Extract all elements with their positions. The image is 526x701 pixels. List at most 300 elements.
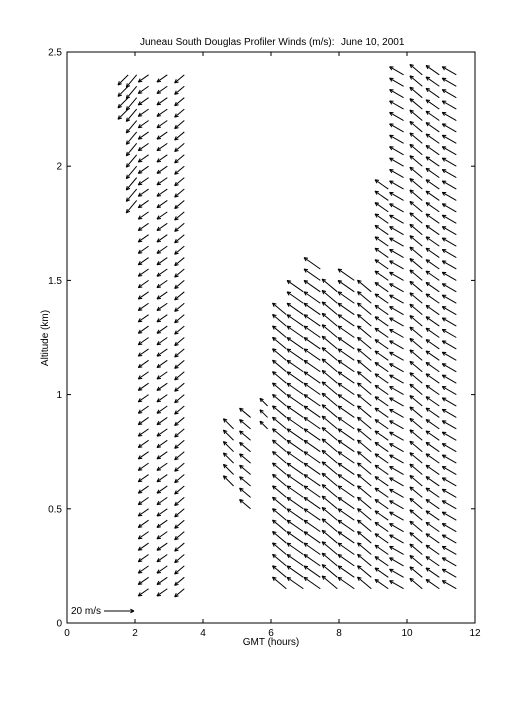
wind-vector [287,383,303,394]
wind-vector [390,181,404,189]
wind-vector [410,99,422,109]
x-tick-label: 0 [64,628,70,639]
x-tick-label: 10 [401,628,413,639]
wind-vector [240,477,251,486]
wind-vector [358,566,372,578]
wind-vector [426,260,439,269]
wind-vector [287,543,303,554]
wind-vector [175,280,185,288]
wind-vector [273,326,287,338]
wind-vector [175,143,185,151]
wind-vector [442,489,456,497]
wind-vector [157,463,167,470]
wind-vector [126,178,136,190]
wind-vector [223,453,233,463]
wind-vector [426,77,439,86]
wind-vector [390,535,404,543]
wind-vector [426,408,439,417]
wind-vector [273,372,287,384]
wind-vector [375,454,388,463]
wind-vector [175,303,185,311]
wind-vector [260,398,268,406]
wind-vector [240,500,251,509]
wind-vector [322,313,337,326]
wind-vector [426,374,439,383]
wind-vector [322,450,337,463]
wind-vector [358,394,372,406]
wind-vector [338,520,354,531]
wind-vector [338,383,354,394]
wind-vector [304,577,320,588]
wind-vector [442,158,456,166]
wind-vector [273,440,287,452]
wind-vector [157,554,167,561]
wind-vector [426,203,439,212]
wind-vector [410,453,422,463]
wind-vector [138,75,148,82]
wind-vector [426,237,439,246]
wind-vector [390,546,404,554]
wind-vector [442,124,456,132]
wind-vector [138,223,148,230]
wind-vector [426,180,439,189]
wind-vector [157,200,167,207]
wind-vector [358,417,372,429]
wind-vector [273,349,287,361]
wind-vector [390,364,404,372]
wind-vector [157,143,167,150]
wind-vector [390,67,404,75]
y-tick-label: 2 [56,161,62,173]
wind-vector [375,385,388,394]
wind-vector [157,349,167,356]
wind-vector [175,235,185,243]
wind-vector [410,498,422,508]
wind-vector [287,497,303,508]
wind-vector [410,384,422,394]
wind-vector [390,238,404,246]
wind-vector [273,383,287,395]
wind-vector [338,509,354,520]
wind-vector [175,155,185,163]
wind-vector [126,86,136,98]
wind-vector [390,341,404,349]
wind-vector [390,478,404,486]
wind-vector [138,417,148,424]
wind-vector [426,191,439,200]
wind-vector [410,133,422,143]
wind-vector [157,486,167,493]
wind-vector [260,410,268,418]
wind-vector [322,279,337,292]
plot-frame [67,52,475,623]
wind-vector [442,261,456,269]
wind-vector [175,166,185,174]
wind-vector [175,486,185,494]
wind-vector [175,463,185,471]
wind-vector [338,566,354,577]
wind-vector [390,261,404,269]
wind-vector [304,315,320,326]
wind-vector [138,303,148,310]
wind-vector [338,463,354,474]
wind-vector [157,509,167,516]
wind-vector [287,303,303,314]
wind-vector [358,303,372,315]
wind-vector [410,476,422,486]
wind-vector [138,429,148,436]
wind-vector [304,429,320,440]
wind-vector [442,558,456,566]
wind-vector [175,589,185,597]
wind-vector [273,497,287,509]
wind-vector [426,134,439,143]
wind-vector [410,64,422,74]
wind-vector [442,535,456,543]
wind-vector [138,589,148,596]
wind-vector [338,280,354,291]
wind-vector [138,554,148,561]
wind-vector [138,372,148,379]
wind-vector [358,520,372,532]
wind-vector [157,395,167,402]
wind-vector [338,429,354,440]
wind-vector [273,520,287,532]
wind-vector [410,396,422,406]
wind-vector [304,280,320,291]
wind-vector [304,292,320,303]
wind-vector [322,359,337,372]
wind-vector [426,123,439,132]
wind-vector [375,305,388,314]
wind-vector [390,581,404,589]
wind-vector [138,258,148,265]
y-tick-label: 1.5 [48,275,62,287]
wind-vector [157,429,167,436]
wind-vector [442,238,456,246]
wind-vector [273,486,287,498]
wind-vector [442,249,456,257]
wind-vector [157,269,167,276]
x-tick-label: 12 [469,628,481,639]
wind-vector [338,326,354,337]
wind-vector [426,66,439,75]
wind-vector [304,520,320,531]
wind-vector [410,361,422,371]
wind-vector [442,455,456,463]
wind-vector [390,307,404,315]
wind-vector [390,204,404,212]
wind-vector [410,578,422,588]
wind-vector [157,338,167,345]
wind-vector [410,122,422,132]
wind-vector [304,475,320,486]
wind-vector [175,212,185,220]
wind-vector [358,554,372,566]
wind-vector [375,557,388,566]
wind-vector [390,501,404,509]
wind-vector [375,283,388,292]
wind-vector [138,566,148,573]
wind-vector [287,326,303,337]
wind-vector [322,382,337,395]
wind-vector [358,406,372,418]
y-tick-label: 2.5 [48,47,62,59]
wind-vector [442,215,456,223]
wind-vector [426,431,439,440]
wind-vector [157,497,167,504]
wind-vector [157,166,167,173]
wind-vector [322,507,337,520]
wind-vector [157,589,167,596]
wind-vector [175,543,185,551]
wind-vector [175,429,185,437]
wind-vector [410,270,422,280]
wind-vector [157,292,167,299]
wind-vector [157,98,167,105]
wind-vector [304,497,320,508]
wind-vector [338,338,354,349]
wind-vector [375,488,388,497]
wind-vector [375,477,388,486]
x-tick-label: 2 [132,628,138,639]
wind-vector [138,475,148,482]
wind-vector [338,440,354,451]
wind-vector [410,555,422,565]
wind-vector [358,383,372,395]
wind-vector [157,406,167,413]
wind-vector [442,318,456,326]
wind-vector [157,75,167,82]
wind-vector [322,485,337,498]
wind-vector [287,532,303,543]
wind-vector [138,463,148,470]
y-tick-label: 0 [56,618,62,630]
wind-vector [442,192,456,200]
wind-vector [287,372,303,383]
wind-vector [175,349,185,357]
wind-vector [358,315,372,327]
wind-vector [375,568,388,577]
scale-arrow [104,609,134,612]
wind-vector [375,237,388,246]
wind-vector [442,364,456,372]
wind-vector [426,283,439,292]
wind-vector [390,329,404,337]
wind-vector [175,406,185,414]
wind-vector [138,292,148,299]
wind-vector [273,554,287,566]
wind-vector [138,246,148,253]
wind-vector [390,135,404,143]
wind-vector [442,227,456,235]
wind-vector [338,486,354,497]
wind-vector [157,520,167,527]
wind-vector [322,565,337,578]
wind-vector [273,315,287,327]
wind-vector [304,509,320,520]
wind-vector [138,326,148,333]
wind-vector [410,441,422,451]
wind-vector [223,419,233,429]
wind-vector [410,190,422,200]
wind-vector [304,303,320,314]
wind-vector [358,360,372,372]
wind-vector [287,486,303,497]
wind-vector [138,338,148,345]
wind-vector [138,395,148,402]
wind-vector [375,374,388,383]
wind-vector [273,303,287,315]
wind-vector [157,383,167,390]
wind-vector [442,421,456,429]
wind-vector [390,375,404,383]
wind-vector [138,166,148,173]
wind-vector [138,520,148,527]
wind-vector [338,292,354,303]
wind-vector [157,109,167,116]
wind-vector [410,418,422,428]
wind-vector [390,101,404,109]
wind-vector [157,360,167,367]
wind-vector [375,408,388,417]
wind-vector [375,271,388,280]
wind-vector [426,488,439,497]
wind-vector [304,555,320,566]
wind-vector [304,543,320,554]
wind-vector [410,407,422,417]
wind-vector [138,509,148,516]
wind-vector [322,393,337,406]
wind-vector [175,109,185,117]
wind-vector [358,349,372,361]
wind-vector [390,147,404,155]
wind-vector [410,304,422,314]
wind-vector [426,100,439,109]
x-tick-label: 4 [200,628,206,639]
wind-vector [175,132,185,140]
wind-vector [338,315,354,326]
wind-vector [390,170,404,178]
wind-vector [426,271,439,280]
wind-vector [442,135,456,143]
wind-vector [287,315,303,326]
wind-vector [442,478,456,486]
wind-vector [442,409,456,417]
wind-vector [138,212,148,219]
wind-vector [304,326,320,337]
wind-vector [273,417,287,429]
wind-vector [322,496,337,509]
wind-vector [118,75,128,85]
wind-vector [287,395,303,406]
wind-vector [223,476,233,486]
wind-vector [375,545,388,554]
wind-vector [390,444,404,452]
wind-vector [375,248,388,257]
wind-vector [273,577,287,589]
wind-vector [442,204,456,212]
wind-vector [338,360,354,371]
wind-vector [410,236,422,246]
wind-vector [442,101,456,109]
wind-vector [322,576,337,589]
wind-vector [338,395,354,406]
wind-vector [390,272,404,280]
wind-vector [426,454,439,463]
wind-vector [240,442,251,451]
wind-vectors [118,64,456,596]
wind-vector [390,284,404,292]
wind-vector [426,168,439,177]
wind-vector [175,98,185,106]
wind-vector [410,167,422,177]
wind-vector [157,372,167,379]
wind-vector [426,522,439,531]
wind-vector [426,420,439,429]
wind-vector [287,509,303,520]
wind-vector [442,181,456,189]
wind-vector [442,569,456,577]
wind-vector [426,248,439,257]
wind-vector [240,420,251,429]
wind-vector [240,488,251,497]
wind-vector [175,497,185,505]
wind-vector [375,214,388,223]
wind-vector [442,78,456,86]
wind-vector [442,272,456,280]
chart-title: Juneau South Douglas Profiler Winds (m/s): [140,37,335,48]
wind-vector [273,543,287,555]
wind-vector [157,566,167,573]
wind-vector [390,409,404,417]
wind-vector [175,223,185,231]
wind-vector [410,567,422,577]
wind-vector [175,292,185,300]
wind-vector [126,109,136,121]
wind-vector [442,524,456,532]
wind-vector [358,486,372,498]
wind-vector [442,581,456,589]
wind-vector [426,500,439,509]
wind-vector [410,259,422,269]
wind-vector [126,155,136,167]
wind-vector [390,90,404,98]
wind-vector [442,512,456,520]
wind-vector [410,339,422,349]
wind-vector [138,155,148,162]
wind-vector [157,280,167,287]
wind-vector [442,112,456,120]
wind-vector [138,406,148,413]
wind-vector [157,132,167,139]
wind-vector [426,88,439,97]
wind-vector [442,90,456,98]
wind-vector [426,545,439,554]
wind-vector [304,258,320,269]
wind-vector [426,294,439,303]
wind-vector [287,418,303,429]
wind-vector [390,249,404,257]
wind-vector [175,417,185,425]
wind-vector [426,214,439,223]
wind-vector [410,144,422,154]
wind-vector [157,212,167,219]
wind-vector [390,295,404,303]
wind-vector [442,147,456,155]
wind-vector [358,577,372,589]
wind-vector [287,555,303,566]
